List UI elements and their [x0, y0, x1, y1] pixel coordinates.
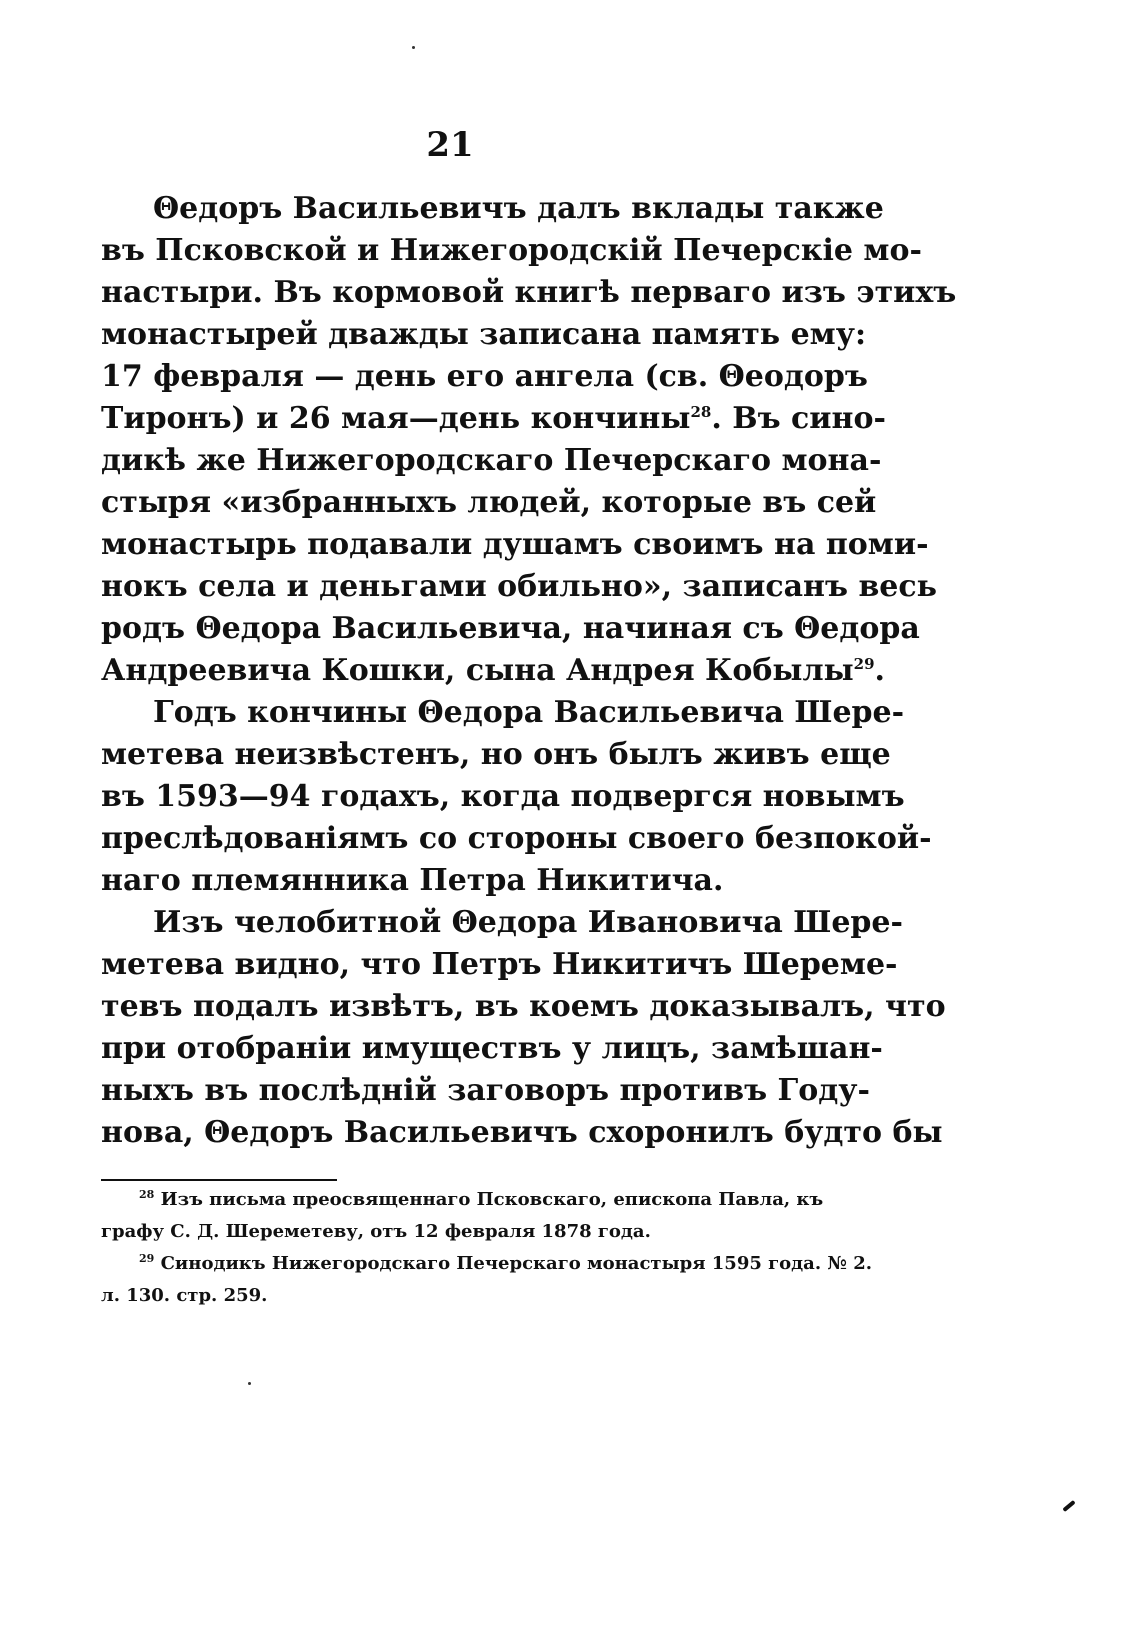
text-line: [101, 566, 938, 608]
text-line-text: метева неизвѣстенъ, но онъ былъ живъ еще: [101, 737, 891, 772]
footnote-line-text: графу С. Д. Шереметеву, отъ 12 февраля 1878 года.: [101, 1221, 651, 1242]
text-line-text: ныхъ въ послѣдній заговоръ противъ Году-: [101, 1073, 870, 1108]
text-line-text: монастырей дважды записана память ему:: [101, 317, 867, 352]
text-line: [101, 398, 886, 440]
text-line-tail: .: [874, 653, 885, 688]
footnote-line-text: Изъ письма преосвященнаго Псковскаго, епископа Павла, къ: [160, 1189, 824, 1210]
text-line: [101, 818, 932, 860]
text-line: [101, 1112, 943, 1154]
footnote-line-text: л. 130. стр. 259.: [101, 1285, 268, 1306]
text-line-text: Изъ челобитной Θедора Ивановича Шере-: [153, 905, 903, 940]
text-line: [101, 734, 891, 776]
text-line: [101, 776, 905, 818]
text-line-text: преслѣдованіямъ со стороны своего безпокой-: [101, 821, 932, 856]
text-line-text: настыри. Въ кормовой книгѣ перваго изъ этихъ: [101, 275, 957, 310]
text-line-text: родъ Θедора Васильевича, начиная съ Θедора: [101, 611, 920, 646]
footnote-reference: 28: [690, 403, 712, 421]
footnote-marker: 29: [139, 1252, 155, 1265]
footnote-line: [101, 1280, 793, 1312]
text-line: [101, 692, 905, 734]
footnote-reference: 29: [853, 655, 875, 673]
text-line: [101, 188, 884, 230]
text-line: [101, 524, 929, 566]
footnote-line-text: Синодикъ Нижегородскаго Печерскаго монастыря 1595 года. № 2.: [160, 1253, 872, 1274]
text-line-text: Годъ кончины Θедора Васильевича Шере-: [153, 695, 905, 730]
text-line: [101, 860, 793, 902]
page-number: 21: [426, 125, 474, 165]
text-line: [101, 986, 946, 1028]
text-line: [101, 608, 920, 650]
text-line-text: монастырь подавали душамъ своимъ на поми-: [101, 527, 929, 562]
footnote-line: [101, 1216, 793, 1248]
text-line-text: Θедоръ Васильевичъ далъ вклады также: [153, 191, 884, 226]
print-speck: [1062, 1500, 1075, 1512]
text-line: [101, 440, 882, 482]
text-line-tail: . Въ сино-: [711, 401, 886, 436]
footnote-line: [101, 1184, 824, 1216]
text-line-text: 17 февраля — день его ангела (св. Θеодоръ: [101, 359, 868, 394]
text-line-text: въ 1593—94 годахъ, когда подвергся новымъ: [101, 779, 905, 814]
text-line-text: нова, Θедоръ Васильевичъ схоронилъ будто бы: [101, 1115, 943, 1150]
text-line-text: Тиронъ) и 26 мая—день кончины: [101, 401, 691, 436]
text-line-text: Андреевича Кошки, сына Андрея Кобылы: [101, 653, 854, 688]
body-text: [101, 188, 957, 1154]
text-line: [101, 944, 898, 986]
text-line-text: тевъ подалъ извѣтъ, въ коемъ доказывалъ, что: [101, 989, 946, 1024]
text-line: [101, 1070, 870, 1112]
text-line: [101, 272, 957, 314]
text-line: [101, 902, 903, 944]
text-line: [101, 1028, 883, 1070]
print-speck: [412, 46, 415, 49]
text-line: [101, 314, 867, 356]
text-line: [101, 482, 877, 524]
text-line-text: дикѣ же Нижегородскаго Печерскаго мона-: [101, 443, 882, 478]
footnote-line: [101, 1248, 872, 1280]
footnote-marker: 28: [139, 1188, 155, 1201]
print-speck: [248, 1382, 251, 1385]
footnotes: [101, 1184, 872, 1312]
text-line-text: стыря «избранныхъ людей, которые въ сей: [101, 485, 877, 520]
text-line: [101, 650, 885, 692]
text-line-text: въ Псковской и Нижегородскій Печерскіе мо-: [101, 233, 922, 268]
text-line-text: наго племянника Петра Никитича.: [101, 863, 724, 898]
text-line-text: метева видно, что Петръ Никитичъ Шереме-: [101, 947, 898, 982]
footnote-divider: [101, 1179, 337, 1181]
text-line: [101, 230, 922, 272]
text-line: [101, 356, 868, 398]
text-line-text: при отобраніи имуществъ у лицъ, замѣшан-: [101, 1031, 883, 1066]
text-line-text: нокъ села и деньгами обильно», записанъ весь: [101, 569, 938, 604]
